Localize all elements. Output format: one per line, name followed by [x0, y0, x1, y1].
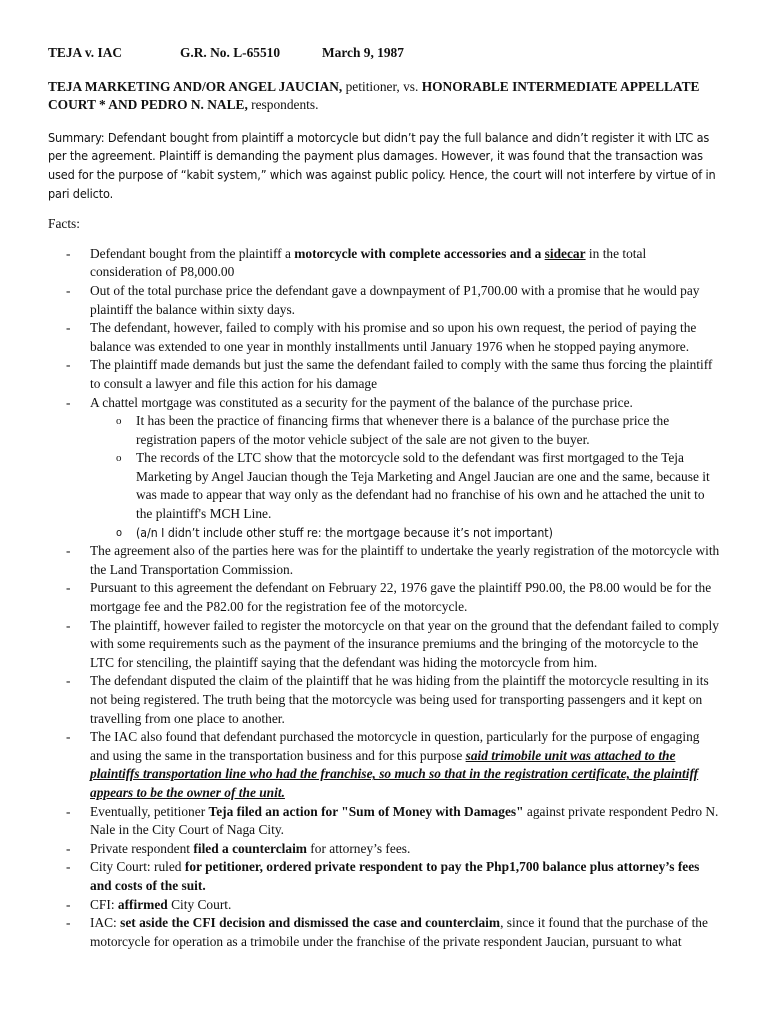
list-item: - Out of the total purchase price the defendant gave a downpayment of P1,700.00 with a promise that he would pay plaintiff the balance within sixty days. — [48, 282, 720, 319]
summary-paragraph: Summary: Defendant bought from plaintiff a motorcycle but didn’t pay the full balance and didn’t register it with LTC as per the agreement. Plaintiff is demanding the payment plus damages. However, it was found that the transaction was used for the purpose of “kabit system,” which was against public policy. Hence, the court will not interfere by virtue of in pari delicto. — [48, 129, 716, 201]
author-note: o (a/n I didn’t include other stuff re: the mortgage because it’s not important) — [90, 524, 720, 543]
list-item: - The plaintiff, however failed to register the motorcycle on that year on the ground that the defendant failed to comply with some requirements such as the payment of the insurance premiums and the bringing of the motorcycle to the LTC for stenciling, the plaintiff saying that the defendant was hiding the motorcycle from him. — [48, 617, 720, 673]
respondent-names: HONORABLE INTERMEDIATE APPELLATE COURT * AND PEDRO N. NALE, — [48, 78, 700, 113]
list-item: - The plaintiff made demands but just the same the defendant failed to comply with the same thus forcing the plaintiff to consult a lawyer and file this action for his damage — [48, 356, 720, 393]
list-item: - The defendant disputed the claim of the plaintiff that he was hiding from the plaintiff the motorcycle resulting in its not being registered. The truth being that the motorcycle was being used for transporting passengers and it kept on travelling from one place to another. — [48, 672, 720, 728]
case-header — [48, 44, 720, 63]
case-date: March 9, 1987 — [322, 45, 404, 60]
petitioner-role: petitioner, vs. — [342, 78, 422, 94]
sub-list-item: o It has been the practice of financing firms that whenever there is a balance of the purchase price the registration papers of the motor vehicle subject of the sale are not given to the buyer. — [90, 412, 720, 449]
list-item: - CFI: affirmed City Court. — [48, 896, 720, 915]
list-item: - Eventually, petitioner Teja filed an action for "Sum of Money with Damages" against private respondent Pedro N. Nale in the City Court of Naga City. — [48, 803, 720, 840]
case-name: TEJA v. IAC — [48, 45, 123, 60]
list-item: - A chattel mortgage was constituted as a security for the payment of the balance of the purchase price. o It has been the practice of financing firms that whenever there is a balance of the purchase price the registration papers of the motor vehicle subject of the sale are not given to the buyer. o The records of the LTC show that the motorcycle sold to the defendant was first mortgaged to the Teja Marketing by Angel Jaucian though the Teja Marketing and Angel Jaucian are one and the same, because it was made to appear that way only as the defendant had no franchise of his own and he attached the unit to the plaintiff's MCH Line. o (a/n I didn’t include other stuff re: the mortgage because it’s not important) — [48, 394, 720, 543]
gr-number: G.R. No. L-65510 — [180, 45, 281, 60]
list-item: - The agreement also of the parties here was for the plaintiff to undertake the yearly registration of the motorcycle with the Land Transportation Commission. — [48, 542, 720, 579]
respondent-role: respondents. — [247, 97, 319, 113]
list-item: - City Court: ruled for petitioner, ordered private respondent to pay the Php1,700 balance plus attorney’s fees and costs of the suit. — [48, 858, 720, 895]
list-item: - IAC: set aside the CFI decision and dismissed the case and counterclaim, since it found that the purchase of the motorcycle for operation as a trimobile under the franchise of the private respondent Jaucian, pursuant to what — [48, 914, 720, 951]
facts-list — [48, 245, 720, 952]
sub-list-item: o The records of the LTC show that the motorcycle sold to the defendant was first mortgaged to the Teja Marketing by Angel Jaucian though the Teja Marketing and Angel Jaucian are one and the same, because it was made to appear that way only as the defendant had no franchise of his own and he attached the unit to the plaintiff's MCH Line. — [90, 449, 720, 523]
petitioner-name: TEJA MARKETING AND/OR ANGEL JAUCIAN, — [48, 78, 343, 94]
list-item: - Private respondent filed a counterclaim for attorney’s fees. — [48, 840, 720, 859]
sub-list — [90, 412, 720, 542]
list-item: - The IAC also found that defendant purchased the motorcycle in question, particularly for the purpose of engaging and using the same in the transportation business and for this purpose said trimobile unit was attached to the plaintiffs transportation line who had the franchise, so much so that in the registration certificate, the plaintiff appears to be the owner of the unit. — [48, 728, 720, 802]
list-item: - Defendant bought from the plaintiff a motorcycle with complete accessories and a sidecar in the total consideration of P8,000.00 — [48, 245, 720, 282]
list-item: - The defendant, however, failed to comply with his promise and so upon his own request, the period of paying the balance was extended to one year in monthly installments until January 1976 when he stopped paying anymore. — [48, 319, 720, 356]
list-item: - Pursuant to this agreement the defendant on February 22, 1976 gave the plaintiff P90.00, the P8.00 would be for the mortgage fee and the P82.00 for the registration fee of the motorcycle. — [48, 579, 720, 616]
case-title — [48, 78, 720, 115]
facts-heading: Facts: — [48, 216, 80, 232]
